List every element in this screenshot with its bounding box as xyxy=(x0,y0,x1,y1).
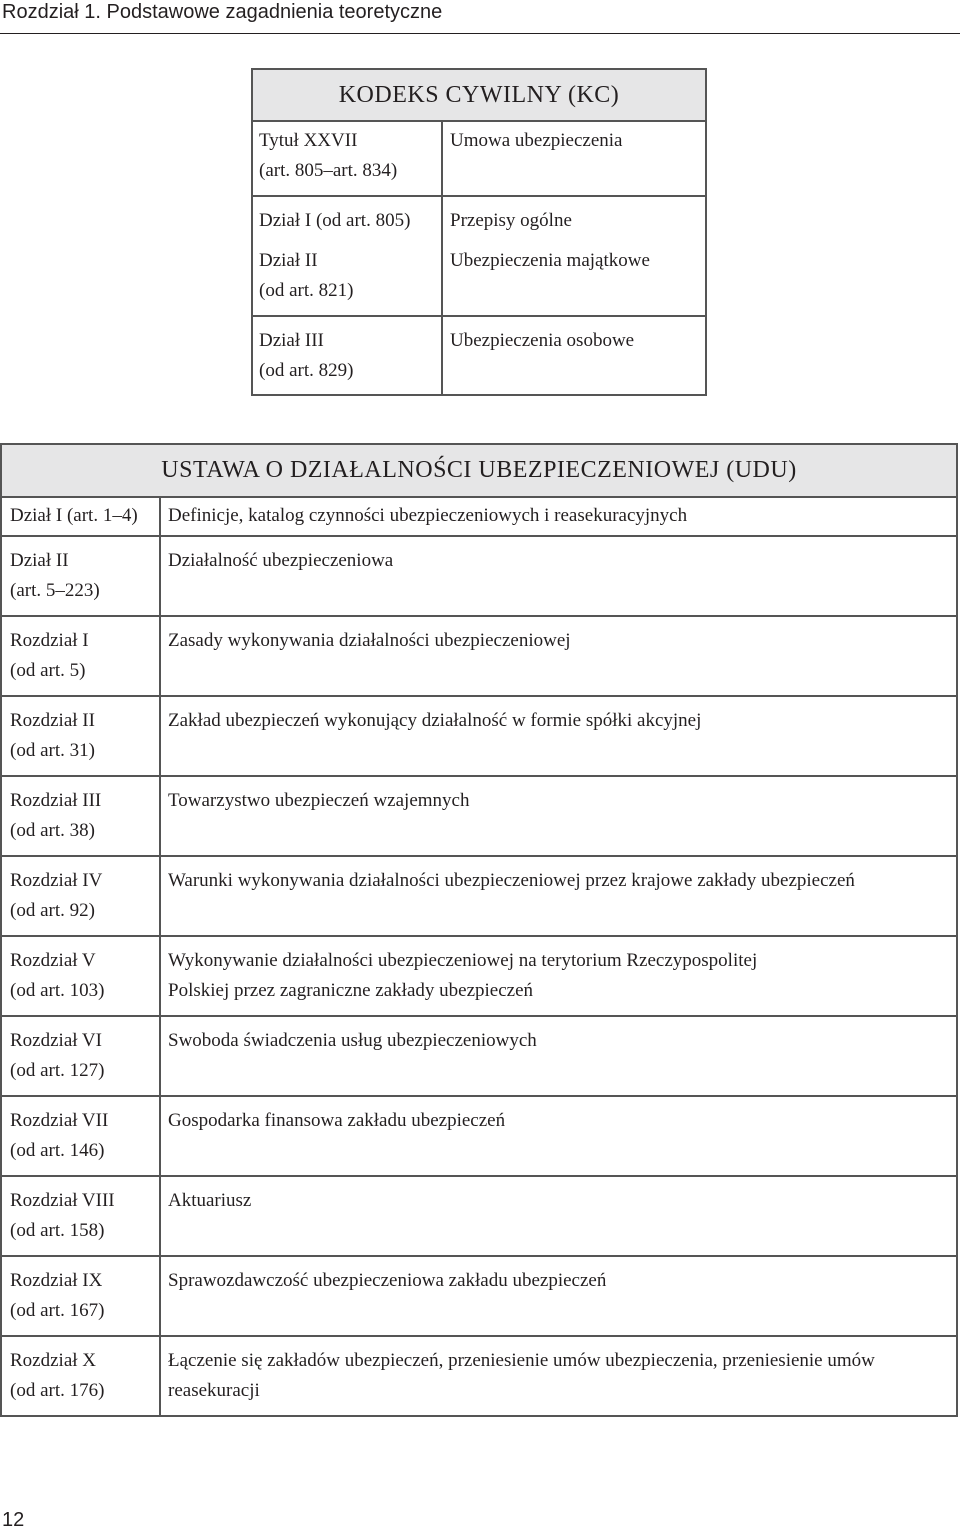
cell-line: (od art. 158) xyxy=(10,1220,105,1241)
cell-line: Dział III xyxy=(259,330,324,351)
udu-right-cell xyxy=(160,1176,957,1256)
cell-line: Definicje, katalog czynności ubezpieczeniowych i reasekuracyjnych xyxy=(168,505,688,526)
udu-right-cell xyxy=(160,1336,957,1416)
cell-line: Działalność ubezpieczeniowa xyxy=(168,550,394,571)
cell-line: Aktuariusz xyxy=(168,1190,252,1211)
kc-right-cell xyxy=(442,121,706,196)
kc-right-cell xyxy=(442,316,706,395)
cell-line: (od art. 146) xyxy=(10,1140,105,1161)
cell-line: Rozdział VI xyxy=(10,1030,102,1051)
cell-line: Rozdział IX xyxy=(10,1270,103,1291)
udu-left-cell xyxy=(1,497,160,536)
udu-right-cell xyxy=(160,776,957,856)
cell-line: Zasady wykonywania działalności ubezpieczeniowej xyxy=(168,630,571,651)
udu-right-cell xyxy=(160,536,957,616)
table-row xyxy=(1,936,957,1016)
table-row xyxy=(1,536,957,616)
cell-line: Warunki wykonywania działalności ubezpieczeniowej przez krajowe zakłady ubezpieczeń xyxy=(168,870,855,891)
cell-line: (od art. 31) xyxy=(10,740,95,761)
cell-line: Rozdział I xyxy=(10,630,89,651)
cell-line: (od art. 38) xyxy=(10,820,95,841)
cell-line: Swoboda świadczenia usług ubezpieczeniowych xyxy=(168,1030,537,1051)
running-head: Rozdział 1. Podstawowe zagadnienia teoretyczne xyxy=(2,1,443,23)
cell-line: Towarzystwo ubezpieczeń wzajemnych xyxy=(168,790,470,811)
cell-line: (od art. 103) xyxy=(10,980,105,1001)
cell-line: Przepisy ogólne xyxy=(450,210,572,231)
kc-left-cell xyxy=(252,121,442,196)
table-row xyxy=(252,316,706,395)
table-row xyxy=(1,497,957,536)
udu-right-cell xyxy=(160,1096,957,1176)
cell-line: (od art. 167) xyxy=(10,1300,105,1321)
udu-left-cell xyxy=(1,1176,160,1256)
udu-left-cell xyxy=(1,1256,160,1336)
ustawa-udu-table xyxy=(0,443,958,1417)
cell-line: Zakład ubezpieczeń wykonujący działalność w formie spółki akcyjnej xyxy=(168,710,702,731)
cell-line: Rozdział X xyxy=(10,1350,97,1371)
udu-right-cell xyxy=(160,1016,957,1096)
table-row xyxy=(1,856,957,936)
udu-left-cell xyxy=(1,936,160,1016)
cell-line: Łączenie się zakładów ubezpieczeń, przeniesienie umów ubezpieczenia, przeniesienie umów xyxy=(168,1350,875,1371)
cell-line: Dział II xyxy=(10,550,69,571)
cell-line: (od art. 829) xyxy=(259,360,354,381)
table-row xyxy=(1,1176,957,1256)
cell-line: Dział I (od art. 805) xyxy=(259,210,411,231)
cell-line: (od art. 176) xyxy=(10,1380,105,1401)
table-row xyxy=(252,121,706,196)
cell-line: Ubezpieczenia osobowe xyxy=(450,330,635,351)
cell-line: Rozdział III xyxy=(10,790,102,811)
table-row xyxy=(1,1016,957,1096)
cell-line: Wykonywanie działalności ubezpieczeniowej na terytorium Rzeczypospolitej xyxy=(168,950,758,971)
udu-left-cell xyxy=(1,696,160,776)
cell-line: Tytuł XXVII xyxy=(259,130,358,151)
table-row xyxy=(1,776,957,856)
cell-line: Gospodarka finansowa zakładu ubezpieczeń xyxy=(168,1110,506,1131)
table-row xyxy=(1,1096,957,1176)
kc-table-title: KODEKS CYWILNY (KC) xyxy=(252,69,706,121)
udu-table-title: USTAWA O DZIAŁALNOŚCI UBEZPIECZENIOWEJ (UDU) xyxy=(1,444,957,497)
kc-left-cell xyxy=(252,244,442,316)
kc-left-cell xyxy=(252,316,442,395)
udu-right-cell xyxy=(160,1256,957,1336)
udu-left-cell xyxy=(1,776,160,856)
udu-left-cell xyxy=(1,536,160,616)
udu-left-cell xyxy=(1,1096,160,1176)
udu-right-cell xyxy=(160,936,957,1016)
table-row xyxy=(1,1256,957,1336)
cell-line: Polskiej przez zagraniczne zakłady ubezpieczeń xyxy=(168,980,534,1001)
page-number: 12 xyxy=(2,1509,25,1531)
cell-line: (od art. 127) xyxy=(10,1060,105,1081)
udu-right-cell xyxy=(160,856,957,936)
cell-line: Umowa ubezpieczenia xyxy=(450,130,623,151)
udu-right-cell xyxy=(160,696,957,776)
udu-left-cell xyxy=(1,856,160,936)
cell-line: Rozdział VII xyxy=(10,1110,109,1131)
udu-right-cell xyxy=(160,616,957,696)
cell-line: (od art. 92) xyxy=(10,900,95,921)
table-row xyxy=(252,244,706,316)
cell-line: (art. 5–223) xyxy=(10,580,100,601)
kc-right-cell xyxy=(442,244,706,316)
cell-line: (od art. 821) xyxy=(259,280,354,301)
table-row xyxy=(1,696,957,776)
kodeks-cywilny-table xyxy=(251,68,707,396)
cell-line: Dział II xyxy=(259,250,318,271)
kc-left-cell xyxy=(252,196,442,244)
cell-line: Rozdział IV xyxy=(10,870,103,891)
cell-line: (od art. 5) xyxy=(10,660,86,681)
table-row xyxy=(1,616,957,696)
cell-line: Dział I (art. 1–4) xyxy=(10,505,138,526)
table-row xyxy=(1,1336,957,1416)
cell-line: reasekuracji xyxy=(168,1380,260,1401)
cell-line: Sprawozdawczość ubezpieczeniowa zakładu ubezpieczeń xyxy=(168,1270,607,1291)
cell-line: Rozdział II xyxy=(10,710,95,731)
cell-line: Rozdział V xyxy=(10,950,96,971)
cell-line: Ubezpieczenia majątkowe xyxy=(450,250,650,271)
header-rule xyxy=(0,33,960,34)
cell-line: Rozdział VIII xyxy=(10,1190,115,1211)
udu-left-cell xyxy=(1,616,160,696)
kc-right-cell xyxy=(442,196,706,244)
cell-line: (art. 805–art. 834) xyxy=(259,160,398,181)
table-row xyxy=(252,196,706,244)
udu-right-cell xyxy=(160,497,957,536)
udu-left-cell xyxy=(1,1016,160,1096)
udu-left-cell xyxy=(1,1336,160,1416)
